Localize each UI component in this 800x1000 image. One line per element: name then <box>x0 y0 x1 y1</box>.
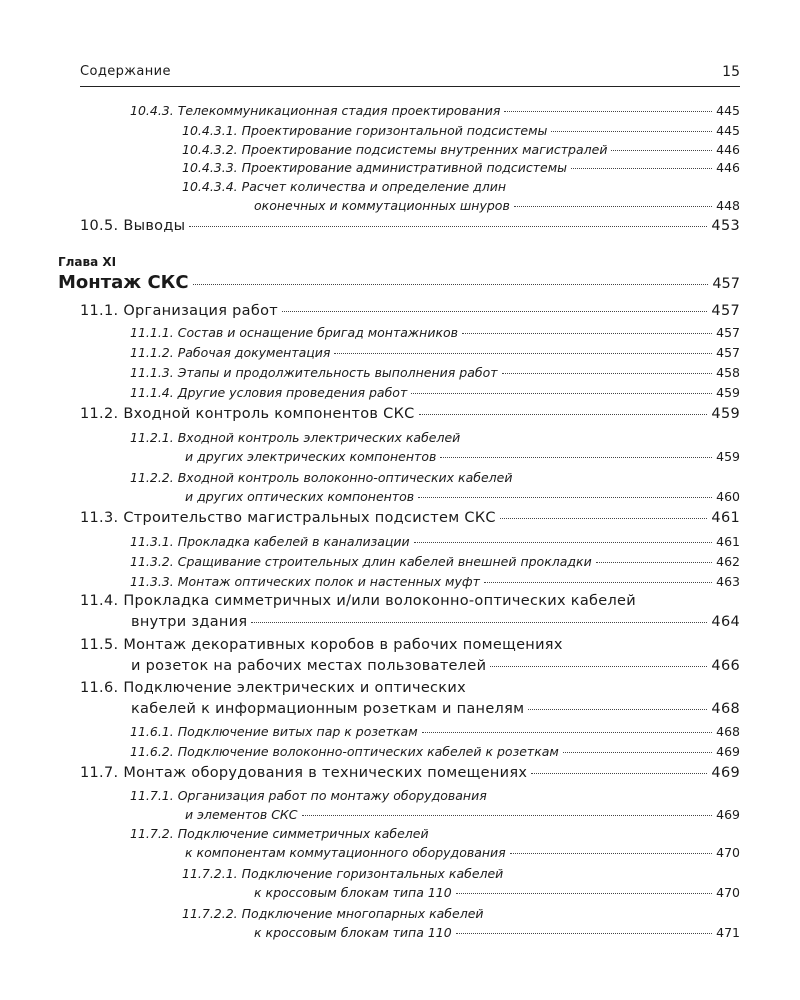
toc-entry-11-7-1[interactable]: 11.7.1. Организация работ по монтажу оборудования и элементов СКС 469 <box>130 788 740 822</box>
toc-entry-11-7-2-1[interactable]: 11.7.2.1. Подключение горизонтальных кабелей к кроссовым блокам типа 110 470 <box>182 866 740 900</box>
toc-entry-11-5[interactable]: 11.5. Монтаж декоративных коробов в рабочих помещениях и розеток на рабочих местах пользователей 466 <box>80 637 740 674</box>
toc-entry-10-4-3-1[interactable]: 10.4.3.1. Проектирование горизонтальной подсистемы 445 <box>182 123 740 138</box>
toc-entry-11-7-2-2[interactable]: 11.7.2.2. Подключение многопарных кабелей к кроссовым блокам типа 110 471 <box>182 906 740 940</box>
toc-entry-11-3-1[interactable]: 11.3.1. Прокладка кабелей в канализации 461 <box>130 534 740 549</box>
running-header <box>80 64 740 84</box>
toc-entry-10-4-3[interactable]: 10.4.3. Телекоммуникационная стадия проектирования 445 <box>130 103 740 118</box>
toc-entry-11-2-1[interactable]: 11.2.1. Входной контроль электрических кабелей и других электрических компонентов 459 <box>130 430 740 464</box>
toc-chapter-title[interactable]: Монтаж СКС 457 <box>58 272 740 293</box>
toc-entry-11-2[interactable]: 11.2. Входной контроль компонентов СКС 459 <box>80 406 740 422</box>
toc-entry-11-7[interactable]: 11.7. Монтаж оборудования в технических помещениях 469 <box>80 765 740 781</box>
header-rule <box>80 86 740 87</box>
toc-entry-11-1[interactable]: 11.1. Организация работ 457 <box>80 303 740 319</box>
toc-entry-11-3-3[interactable]: 11.3.3. Монтаж оптических полок и настенных муфт 463 <box>130 574 740 589</box>
toc-entry-10-4-3-3[interactable]: 10.4.3.3. Проектирование административной подсистемы 446 <box>182 160 740 175</box>
toc-entry-11-6-1[interactable]: 11.6.1. Подключение витых пар к розеткам 468 <box>130 724 740 739</box>
toc-entry-11-4[interactable]: 11.4. Прокладка симметричных и/или волоконно-оптических кабелей внутри здания 464 <box>80 593 740 630</box>
toc-entry-11-6-2[interactable]: 11.6.2. Подключение волоконно-оптических кабелей к розеткам 469 <box>130 744 740 759</box>
header-page-number: 15 <box>722 64 740 80</box>
chapter-label: Глава XI <box>58 255 117 269</box>
toc-entry-11-1-1[interactable]: 11.1.1. Состав и оснащение бригад монтажников 457 <box>130 325 740 340</box>
toc-entry-11-1-4[interactable]: 11.1.4. Другие условия проведения работ 459 <box>130 385 740 400</box>
toc-entry-11-3-2[interactable]: 11.3.2. Сращивание строительных длин кабелей внешней прокладки 462 <box>130 554 740 569</box>
toc-entry-10-4-3-4[interactable]: 10.4.3.4. Расчет количества и определение длин оконечных и коммутационных шнуров 448 <box>182 179 740 213</box>
toc-entry-11-7-2[interactable]: 11.7.2. Подключение симметричных кабелей к компонентам коммутационного оборудования 470 <box>130 826 740 860</box>
toc-entry-10-5[interactable]: 10.5. Выводы 453 <box>80 218 740 234</box>
toc-entry-11-1-3[interactable]: 11.1.3. Этапы и продолжительность выполнения работ 458 <box>130 365 740 380</box>
toc-entry-11-2-2[interactable]: 11.2.2. Входной контроль волоконно-оптических кабелей и других оптических компонентов 460 <box>130 470 740 504</box>
toc-entry-11-3[interactable]: 11.3. Строительство магистральных подсистем СКС 461 <box>80 510 740 526</box>
toc-entry-11-6[interactable]: 11.6. Подключение электрических и оптических кабелей к информационным розеткам и панелям 468 <box>80 680 740 717</box>
header-section-title: Содержание <box>80 64 171 79</box>
toc-entry-10-4-3-2[interactable]: 10.4.3.2. Проектирование подсистемы внутренних магистралей 446 <box>182 142 740 157</box>
toc-entry-11-1-2[interactable]: 11.1.2. Рабочая документация 457 <box>130 345 740 360</box>
